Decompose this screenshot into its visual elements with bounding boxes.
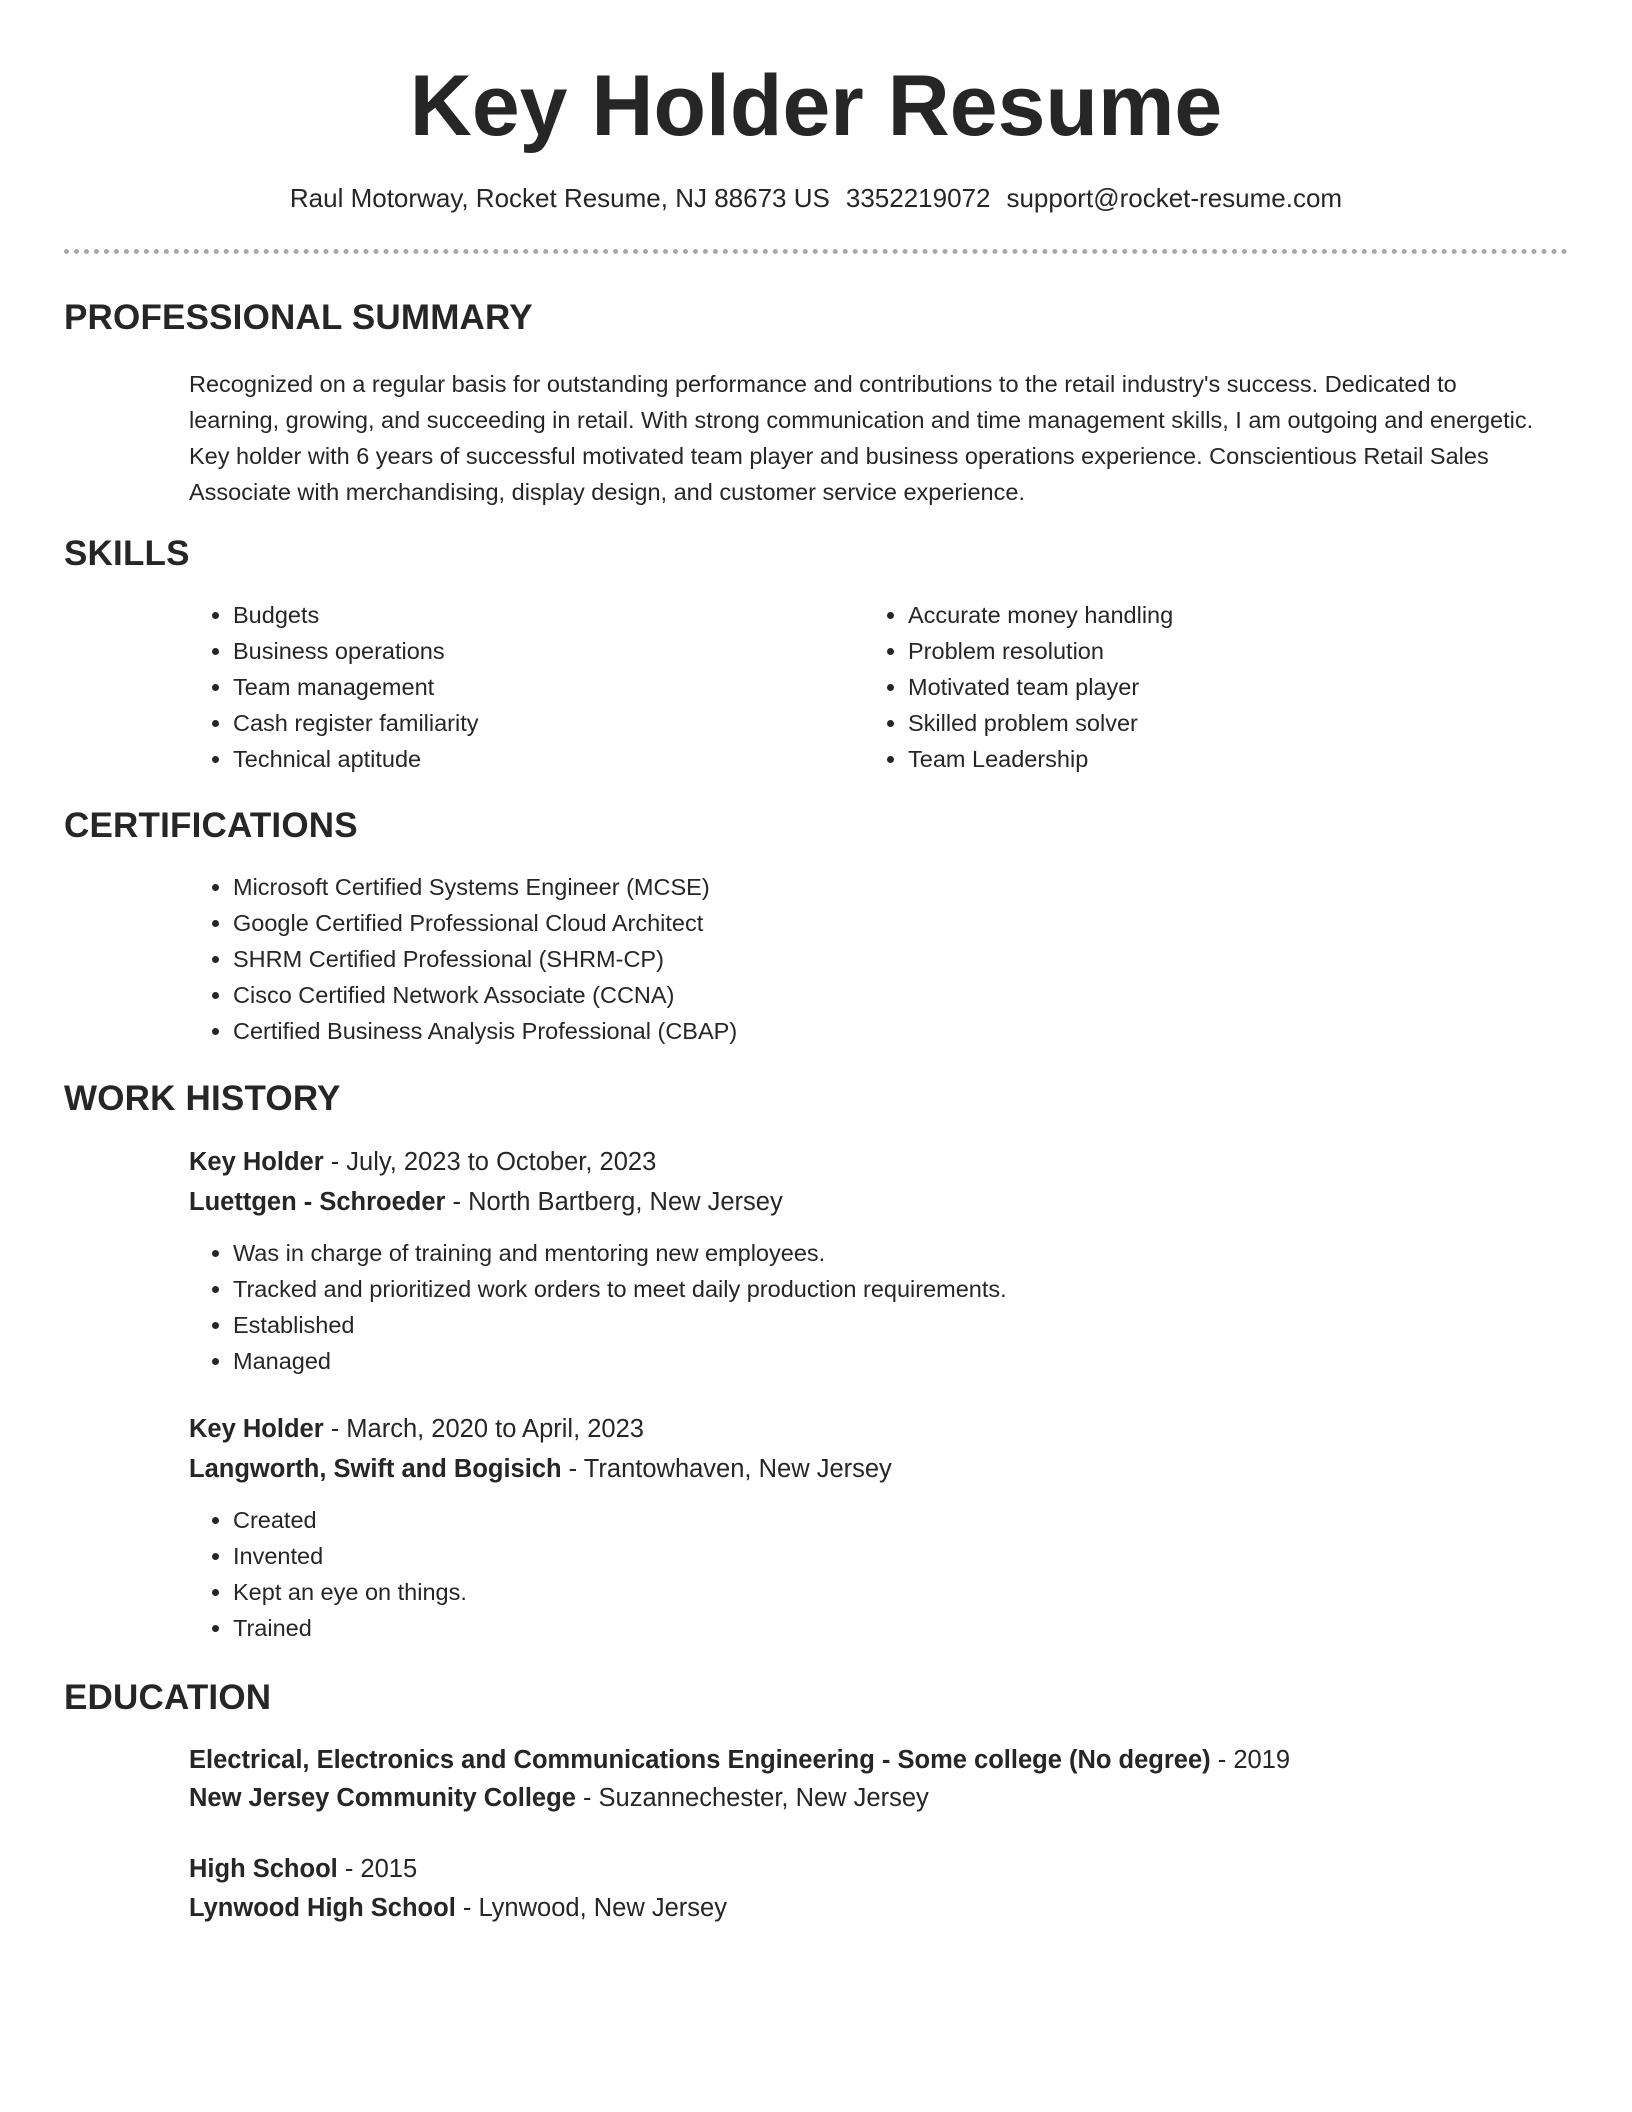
job-2-bullets	[189, 1502, 1533, 1646]
education-degree: Electrical, Electronics and Communications Engineering - Some college (No degree)	[189, 1746, 1211, 1774]
job-title: Key Holder	[189, 1415, 324, 1443]
contact-phone: 3352219072	[845, 183, 991, 213]
job-bullet: • Kept an eye on things.	[233, 1574, 1533, 1610]
skill-item: • Budgets	[233, 597, 833, 633]
certification-item: • Certified Business Analysis Professional (CBAP)	[233, 1013, 1433, 1049]
job-location: - Trantowhaven, New Jersey	[561, 1455, 892, 1483]
certifications-heading: CERTIFICATIONS	[64, 806, 358, 845]
skill-item: • Motivated team player	[908, 669, 1508, 705]
job-bullet: • Tracked and prioritized work orders to meet daily production requirements.	[233, 1271, 1533, 1307]
certification-item: • Microsoft Certified Systems Engineer (MCSE)	[233, 869, 1433, 905]
job-bullet: • Created	[233, 1502, 1533, 1538]
header-divider	[64, 249, 1568, 254]
certifications-list	[189, 869, 1433, 1049]
contact-address: Raul Motorway, Rocket Resume, NJ 88673 US	[289, 183, 830, 213]
job-company: Langworth, Swift and Bogisich	[189, 1455, 562, 1483]
contact-email: support@rocket-resume.com	[1006, 183, 1343, 213]
skill-item: • Business operations	[233, 633, 833, 669]
education-location: - Lynwood, New Jersey	[455, 1894, 727, 1922]
summary-text: Recognized on a regular basis for outstanding performance and contributions to the retail industry's success. Dedicated to learning, growing, and succeeding in retail. With strong communication and time management skills, I am outgoing and energetic. Key holder with 6 years of successful motivated team player and business operations experience. Conscientious Retail Sales Associate with merchandising, display design, and customer service experience.	[189, 371, 1534, 505]
certification-item: • Cisco Certified Network Associate (CCNA)	[233, 977, 1433, 1013]
job-bullet: • Trained	[233, 1610, 1533, 1646]
job-dates: - July, 2023 to October, 2023	[323, 1148, 657, 1176]
education-school: Lynwood High School	[189, 1894, 456, 1922]
skills-heading: SKILLS	[64, 534, 190, 573]
job-1-bullets	[189, 1235, 1533, 1379]
summary-heading: PROFESSIONAL SUMMARY	[64, 298, 533, 337]
skill-item: • Team management	[233, 669, 833, 705]
job-2-company-line	[189, 1449, 892, 1489]
education-location: - Suzannechester, New Jersey	[575, 1784, 929, 1812]
education-1-school-line	[189, 1778, 929, 1818]
skill-item: • Cash register familiarity	[233, 705, 833, 741]
job-bullet: • Established	[233, 1307, 1533, 1343]
job-title: Key Holder	[189, 1148, 324, 1176]
certification-item: • SHRM Certified Professional (SHRM-CP)	[233, 941, 1433, 977]
education-year: - 2015	[337, 1855, 418, 1883]
resume-title: Key Holder Resume	[409, 58, 1223, 154]
skill-item: • Team Leadership	[908, 741, 1508, 777]
education-heading: EDUCATION	[64, 1678, 272, 1717]
education-1-degree-line	[189, 1740, 1290, 1780]
skills-list-right	[864, 597, 1508, 777]
skill-item: • Accurate money handling	[908, 597, 1508, 633]
job-dates: - March, 2020 to April, 2023	[323, 1415, 644, 1443]
job-company: Luettgen - Schroeder	[189, 1188, 446, 1216]
job-bullet: • Managed	[233, 1343, 1533, 1379]
contact-line	[0, 178, 1632, 218]
skill-item: • Technical aptitude	[233, 741, 833, 777]
job-location: - North Bartberg, New Jersey	[445, 1188, 783, 1216]
job-2-title-line	[189, 1409, 644, 1449]
education-year: - 2019	[1210, 1746, 1291, 1774]
job-bullet: • Was in charge of training and mentoring new employees.	[233, 1235, 1533, 1271]
skill-item: • Problem resolution	[908, 633, 1508, 669]
work-history-heading: WORK HISTORY	[64, 1079, 341, 1118]
education-school: New Jersey Community College	[189, 1784, 576, 1812]
job-1-company-line	[189, 1182, 783, 1222]
job-bullet: • Invented	[233, 1538, 1533, 1574]
education-degree: High School	[189, 1855, 338, 1883]
education-2-degree-line	[189, 1849, 417, 1889]
skills-list-left	[189, 597, 833, 777]
certification-item: • Google Certified Professional Cloud Architect	[233, 905, 1433, 941]
skill-item: • Skilled problem solver	[908, 705, 1508, 741]
job-1-title-line	[189, 1142, 656, 1182]
education-2-school-line	[189, 1888, 727, 1928]
